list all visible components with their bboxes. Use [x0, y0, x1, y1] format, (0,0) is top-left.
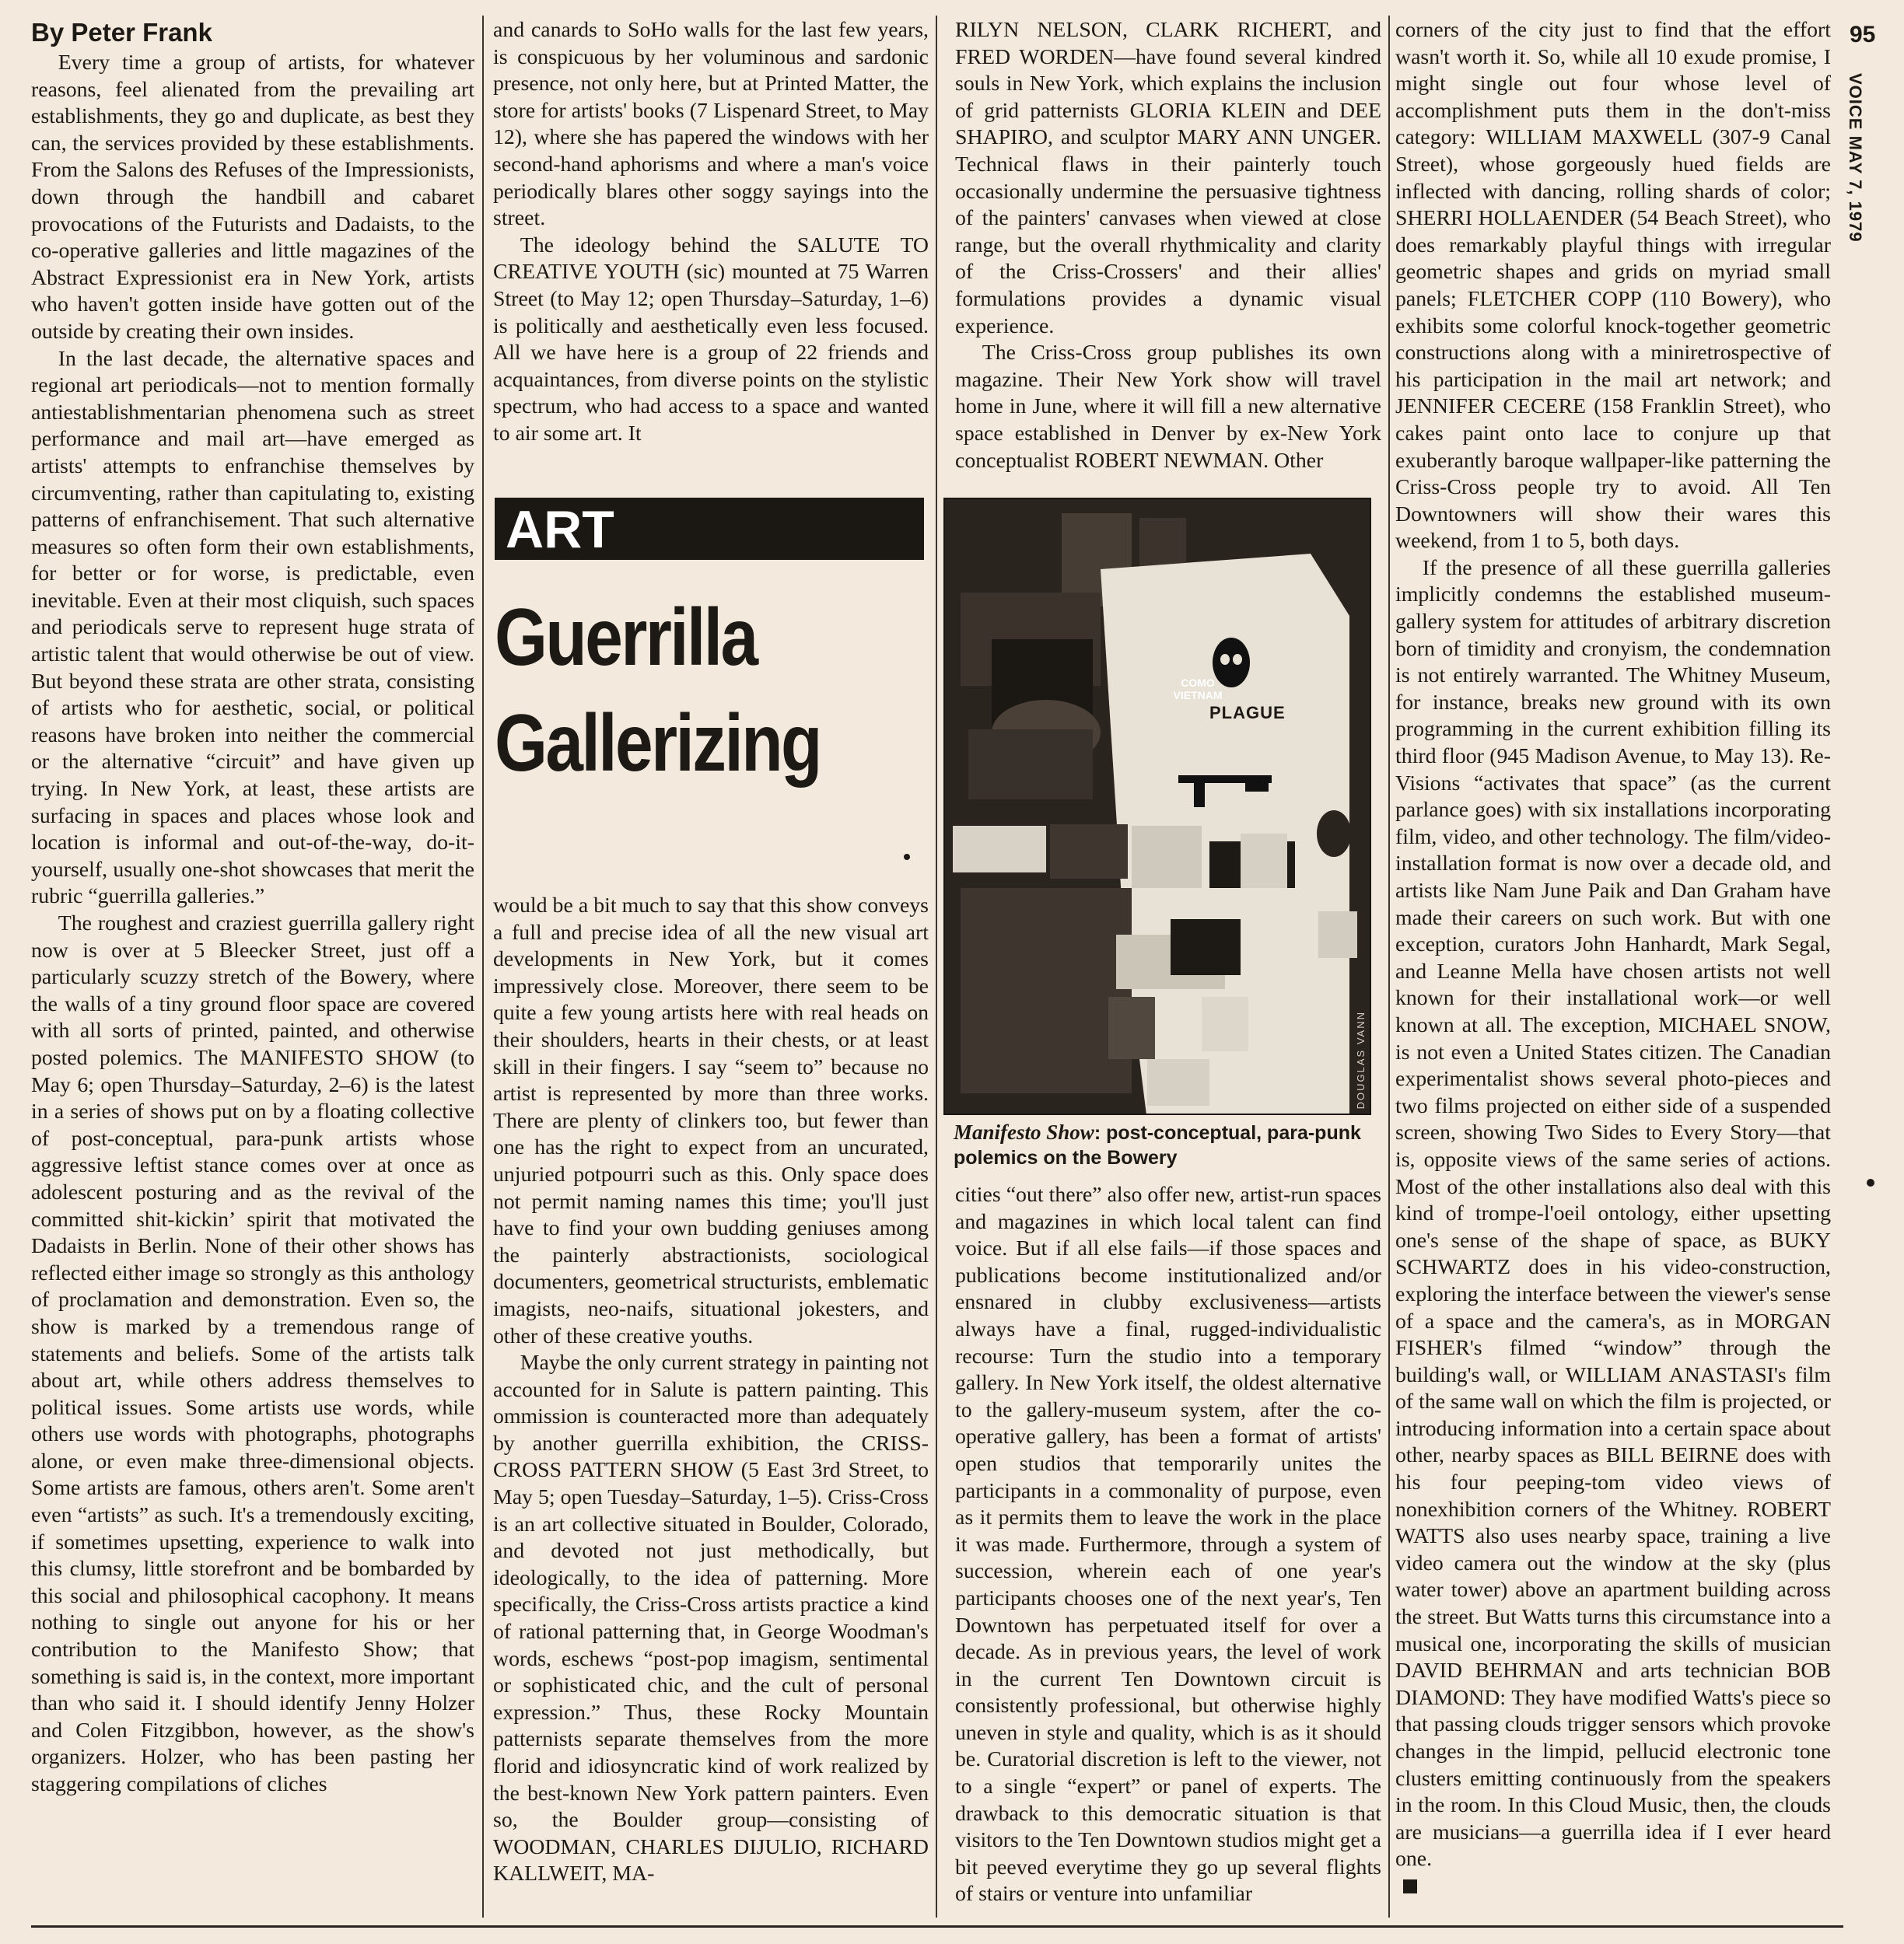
article-paragraph: In the last decade, the alternative spaces and regional art periodicals—not to mention formally antiestablishmentarian phenomena such as street performance and mail art—have emerged as artists' attempts to enfranchise themselves by circumventing, rather than capitulating to, existing patterns of enfranchisement. That such alternative measures so often form their own establishments, for better or for worse, is predictable, even inevitable. Even at their most cliquish, such spaces and periodicals serve to represent huge strata of artistic talent that would otherwise be out of view. But beyond these strata are other strata, consisting of artists who for aesthetic, social, or political reasons have broken into neither the commercial or the alternative “circuit” and have given up trying. In New York, at least, these artists are surfacing in spaces and places whose look and location is informal and out-of-the-way, do-it-yourself, usually one-shot showcases that merit the rubric “guerrilla galleries.”	[31, 346, 474, 909]
article-paragraph: The Criss-Cross group publishes its own magazine. Their New York show will travel home in June, where it will fill a new alternative space established in Denver by ex-New York conceptualist ROBERT NEWMAN. Other	[955, 341, 1381, 473]
headline-line-2: Gallerizing	[495, 698, 821, 788]
caption-title: Manifesto Show	[954, 1121, 1094, 1144]
article-paragraph: cities “out there” also offer new, artist-run spaces and magazines in which local talent can find voice. But if all else fails—if those spaces and publications become institutionalized and/or ensnared in clubby exclusiveness—artists always have a final, rugged-individualistic recourse: Turn the studio into a temporary gallery. In New York itself, the oldest alternative to the gallery-museum system, after the co-operative gallery, has been a format of artists' open studios that temporarily unites the participants in a commonality of purpose, even as it permits them to leave the work in the place it was made. Furthermore, through a system of succession, wherein each of one year's participants chooses one of the next year's, Ten Downtown has perpetuated itself for over a decade. As in previous years, the level of work in the current Ten Downtown circuit is consistently professional, but otherwise highly uneven in style and quality, which is as it should be. Curatorial discretion is left to the viewer, not to a single “expert” or panel of experts. The drawback to this democratic situation is that visitors to the Ten Downtown studios might get a bit peeved everytime they go up several flights of stairs or venture into unfamiliar	[955, 1183, 1381, 1907]
headline-line-1: Guerrilla	[495, 593, 757, 683]
headline	[495, 585, 856, 796]
photo-credit: DOUGLAS VANN	[1355, 1010, 1367, 1109]
end-of-article-mark	[1403, 1879, 1417, 1893]
column-rule	[482, 16, 484, 1918]
article-column-2-bottom	[493, 893, 929, 1919]
article-paragraph: Maybe the only current strategy in painting not accounted for in Salute is pattern painting. This ommission is counteracted more than adequately by another guerrilla exhibition, the CRISS-CROSS PATTERN SHOW (5 East 3rd Street, to May 5; open Tuesday–Saturday, 1–5). Criss-Cross is an art collective situated in Boulder, Colorado, and devoted not just methodically, but ideologically, to the idea of patterning. More specifically, the Criss-Cross artists practice a kind of rational patterning that, in George Woodman's words, eschews “post-pop imagism, sentimental or sophisticated chic, and the cult of personal expression.” Thus, these Rocky Mountain patternists separate themselves from the more florid and idiosyncratic kind of work realized by the best-known New York pattern painters. Even so, the Boulder group—consisting of WOODMAN, CHARLES DIJULIO, RICHARD KALLWEIT, MA-	[493, 1351, 929, 1886]
article-paragraph: The roughest and craziest guerrilla gallery right now is over at 5 Bleecker Street, just off a particularly scuzzy stretch of the Bowery, where the walls of a tiny ground floor space are covered with all sorts of printed, painted, and otherwise posted polemics. The MANIFESTO SHOW (to May 6; open Thursday–Saturday, 2–6) is the latest in a series of shows put on by a floating collective of post-conceptual, para-punk artists whose aggressive leftist stance comes over at once as adolescent posturing and as the revival of the committed shit-kickin’ spirit that motivated the Dadaists in Berlin. None of their other shows has reflected either image so strongly as this anthology of proclamation and demonstration. Even so, the show is marked by a tremendous range of statements and beliefs. Some of the artists talk about art, while others address themselves to political issues. Some artists use words, while others use words with photographs, photographs alone, or even make three-dimensional objects. Some artists are famous, others aren't. Some aren't even “artists” as such. It's a tremendously exciting, if sometimes upsetting, experience to walk into this clumsy, little storefront and be bombarded by this social and philosophical cacophony. It means nothing to single out anyone for his or her contribution to the Manifesto Show; that something is said is, in the context, more important than who said it. I should identify Jenny Holzer and Colen Fitzgibbon, however, as the show's organizers. Holzer, who has been pasting her staggering compilations of cliches	[31, 911, 474, 1796]
photo-poster-label	[1163, 677, 1233, 701]
article-paragraph: RILYN NELSON, CLARK RICHERT, and FRED WORDEN—have found several kindred souls in New York, which explains the inclusion of grid patternists GLORIA KLEIN and DEE SHAPIRO, and sculptor MARY ANN UNGER. Technical flaws in their painterly touch occasionally undermine the persuasive tightness of the painters' canvases when viewed at close range, but the overall rhythmicality and clarity of the Criss-Crossers' and their allies' formulations provides a dynamic visual experience.	[955, 18, 1381, 338]
photo-caption	[954, 1120, 1374, 1170]
article-paragraph: and canards to SoHo walls for the last few years, is conspicuous by her voluminous and sardonic presence, not only here, but at Printed Matter, the store for artists' books (7 Lispenard Street, to May 12), where she has papered the windows with her second-hand aphorisms and where a man's voice periodically blares other soggy sayings into the street.	[493, 18, 929, 231]
column-rule	[1388, 16, 1390, 1918]
manifesto-show-photo	[943, 498, 1371, 1115]
article-column-3-top	[955, 17, 1381, 484]
poster-text-line: VIETNAM	[1173, 689, 1223, 701]
byline: By Peter Frank	[31, 18, 212, 47]
section-label: ART	[506, 500, 614, 559]
article-column-3-bottom	[955, 1182, 1381, 1918]
folio: VOICE MAY 7, 1979	[1846, 73, 1865, 243]
page-number: 95	[1850, 22, 1876, 47]
caption-text: : post-conceptual, para-punk polemics on the Bowery	[954, 1122, 1361, 1169]
article-paragraph: corners of the city just to find that the effort wasn't worth it. So, while all 10 exude promise, I might single out four whose level of accomplishment puts them in the don't-miss category: WILLIAM MAXWELL (307-9 Canal Street), whose gorgeously hued fields are inflected with dancing, rolling shards of color; SHERRI HOLLAENDER (54 Beach Street), who does remarkably playful things with irregular geometric shapes and grids on myriad small panels; FLETCHER COPP (110 Bowery), who exhibits some colorful knock-together geometric constructions along with a miniretrospective of his participation in the mail art network; and JENNIFER CECERE (158 Franklin Street), who cakes paint onto lace to conjure up that exuberantly baroque wallpaper-like patterning the Criss-Cross people try to avoid. All Ten Downtowners will show their wares this weekend, from 1 to 5, both days.	[1395, 18, 1831, 554]
article-paragraph: If the presence of all these guerrilla galleries implicitly condemns the established museum-gallery system for attitudes of arbitrary discretion born of timidity and cronyism, the condemnation is not entirely warranted. The Whitney Museum, for instance, breaks new ground with its own programming in the current exhibition filling its third floor (945 Madison Avenue, to May 13). Re-Visions “activates that space” (as the current parlance goes) with six installations incorporating film, video, and other technology. The film/video-installation format is now over a decade old, and artists like Nam June Paik and Dan Graham have made their careers on such work. But with one exception, curators John Hanhardt, Mark Segal, and Leanne Mella have chosen artists not well known for their installational work—or well known at all. The exception, MICHAEL SNOW, is not even a United States citizen. The Canadian experimentalist shows several photo-pieces and two films projected on either side of a suspended screen, showing Two Sides to Every Story—that is, opposite views of the same series of actions. Most of the other installations also deal with this kind of trompe-l'oeil ontology, either upsetting one's sense of the shape of space, as BUKY SCHWARTZ does in his video-construction, exploring the interface between the viewer's sense of a space and the camera's, as in MORGAN FISHER's filmed “window” through the building's wall, or WILLIAM ANASTASI's film of the same wall on which the film is projected, or introducing information into a certain space about other, nearby spaces as BILL BEIRNE does with his four peeping-tom video views of nonexhibition corners of the Whitney. ROBERT WATTS also uses nearby space, training a live video camera out the window at the sky (plus water tower) above an apartment building across the street. But Watts turns this circumstance into a musical one, incorporating the skills of musician DAVID BEHRMAN and arts technician BOB DIAMOND: They have modified Watts's piece so that passing clouds trigger sensors which provoke changes in the limpid, pellucid electronic tone clusters emitting continuously from the speakers in the room. In this Cloud Music, then, the clouds are musicians—a guerrilla idea if I ever heard one.	[1395, 555, 1831, 1872]
article-column-2-top	[493, 17, 929, 484]
bottom-rule	[31, 1925, 1843, 1928]
article-paragraph: would be a bit much to say that this show conveys a full and precise idea of all the new visual art developments in New York, but it comes impressively close. Moreover, there seem to be quite a few young artists here with real heads on their shoulders, hearts in their chests, or at least skill in their fingers. I say “seem to” because no artist is represented by more than three works. There are plenty of clinkers too, but fewer than one has the right to expect from an uncurated, unjuried potpourri such as this. Only space does not permit naming names this time; you'll just have to find your own budding geniuses among the painterly abstractionists, sociological documenters, geometrical structurists, emblematic imagists, neo-naifs, situational jokesters, and other of these creative youths.	[493, 893, 929, 1348]
photo-illustration	[945, 499, 1370, 1114]
article-column-1	[31, 17, 474, 1918]
article-paragraph: The ideology behind the SALUTE TO CREATIVE YOUTH (sic) mounted at 75 Warren Street (to May 12; open Thursday–Saturday, 1–6) is politically and aesthetically even less focused. All we have here is a group of 22 friends and acquaintances, from diverse points on the stylistic spectrum, who had access to a space and wanted to air some art. It	[493, 233, 929, 446]
poster-text-line: COMO	[1181, 677, 1215, 689]
article-column-4	[1395, 17, 1831, 1918]
column-rule	[936, 16, 937, 1918]
decorative-dot	[904, 854, 910, 860]
article-paragraph: Every time a group of artists, for whatever reasons, feel alienated from the prevailing art establishments, they go and duplicate, as best they can, the services provided by these establishments. From the Salons des Refuses of the Impressionists, down through the handbill and cabaret provocations of the Futurists and Dadaists, to the co-operative galleries and little magazines of the Abstract Expressionist era in New York, artists who haven't gotten inside have gotten out of the outside by creating their own insides.	[31, 51, 474, 344]
section-label-box	[495, 498, 924, 560]
plague-sign: PLAGUE	[1209, 703, 1286, 722]
decorative-dot	[1867, 1179, 1874, 1187]
